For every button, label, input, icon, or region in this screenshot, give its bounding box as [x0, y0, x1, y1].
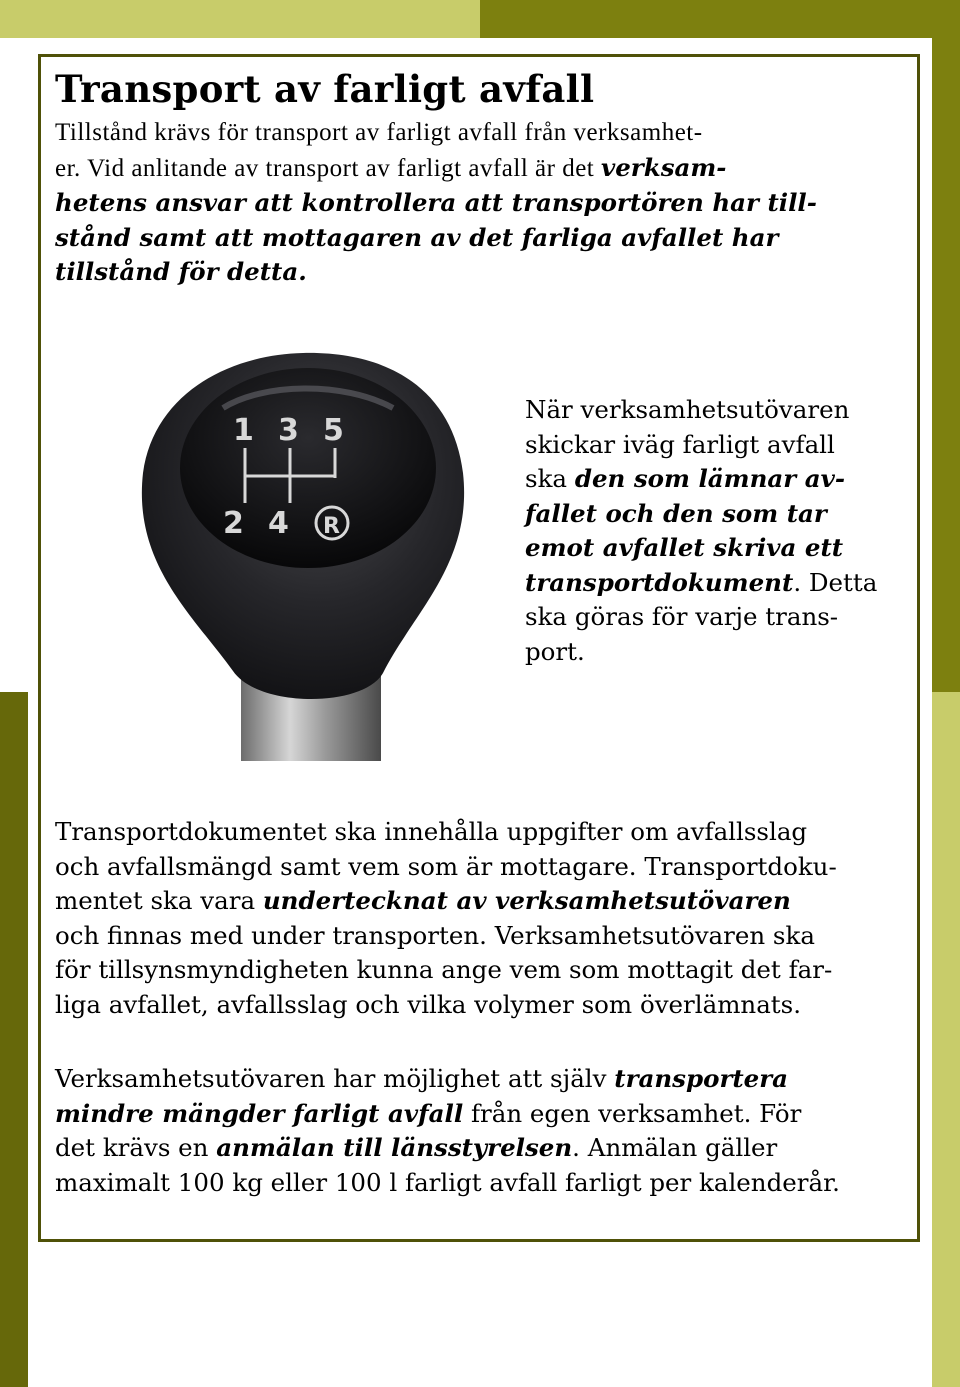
para3-line [55, 1062, 925, 1097]
gear-knob-photo [73, 313, 521, 761]
intro-emphasis-line: tillstånd för detta. [55, 257, 307, 286]
side-text: . Detta [793, 567, 878, 597]
para3-line: maximalt 100 kg eller 100 l farligt avfall farligt per kalenderår. [55, 1167, 840, 1197]
knob-label-r: R [323, 514, 340, 539]
decor-top-right-block [480, 0, 960, 38]
transport-document-paragraph [55, 815, 925, 1022]
decor-left-lower-block [0, 692, 28, 1387]
side-line [525, 566, 925, 601]
knob-label-2: 2 [223, 506, 244, 541]
side-line: skickar iväg farligt avfall [525, 429, 835, 459]
decor-bottom-strip [28, 1359, 932, 1387]
knob-label-3: 3 [278, 413, 299, 448]
side-emphasis-line: fallet och den som tar [525, 498, 827, 528]
side-emphasis: transportdokument [525, 567, 794, 597]
para3-text: det krävs en [55, 1133, 217, 1162]
para2-line: för tillsynsmyndigheten kunna ange vem som mottagit det far- [55, 955, 833, 984]
side-text: ska [525, 464, 575, 493]
self-transport-paragraph [55, 1062, 925, 1200]
page-title: Transport av farligt avfall [55, 67, 595, 111]
decor-left-upper-block [0, 38, 28, 692]
side-emphasis-line: emot avfallet skriva ett [525, 533, 844, 562]
knob-label-4: 4 [268, 506, 289, 541]
intro-text: er. Vid anlitande av transport av farligt avfall är det [55, 154, 601, 182]
para2-emphasis: undertecknat av verksamhetsutövaren [262, 886, 791, 915]
knob-label-5: 5 [323, 413, 344, 448]
knob-cap-shape [180, 368, 436, 568]
para3-text: från egen verksamhet. För [463, 1098, 802, 1128]
knob-label-1: 1 [233, 413, 254, 448]
gear-knob-image [73, 313, 521, 761]
side-emphasis: den som lämnar av- [574, 464, 845, 493]
para2-text: mentet ska vara [55, 886, 263, 915]
decor-right-upper-block [932, 38, 960, 692]
intro-line [55, 151, 905, 187]
side-line: ska göras för varje trans- [525, 602, 839, 631]
para3-line [55, 1097, 925, 1132]
decor-right-lower-block [932, 692, 960, 1387]
side-line: När verksamhetsutövaren [525, 395, 850, 424]
para2-line [55, 884, 925, 919]
para3-emphasis: transportera [614, 1064, 789, 1093]
para3-text: . Anmälan gäller [572, 1133, 778, 1162]
intro-emphasis: verksam- [600, 152, 727, 182]
decor-top-left-block [0, 0, 480, 38]
para3-line [55, 1131, 925, 1166]
para3-emphasis: anmälan till länsstyrelsen [216, 1133, 573, 1162]
para3-emphasis: mindre mängder farligt avfall [55, 1098, 464, 1128]
intro-line: Tillstånd krävs för transport av farligt avfall från verksamhet- [55, 119, 703, 146]
intro-emphasis-line: stånd samt att mottagaren av det farliga avfallet har [55, 222, 779, 252]
intro-paragraph [55, 116, 905, 290]
para2-line: Transportdokumentet ska innehålla uppgifter om avfallsslag [55, 817, 808, 846]
side-line: port. [525, 636, 585, 666]
intro-emphasis-line: hetens ansvar att kontrollera att transportören har till- [55, 188, 817, 217]
para2-line: och finnas med under transporten. Verksamhetsutövaren ska [55, 920, 815, 950]
para2-line: och avfallsmängd samt vem som är mottagare. Transportdoku- [55, 851, 837, 881]
side-paragraph [525, 393, 925, 669]
para3-text: Verksamhetsutövaren har möjlighet att själv [55, 1064, 615, 1093]
side-line [525, 462, 925, 497]
para2-line: liga avfallet, avfallsslag och vilka volymer som överlämnats. [55, 989, 802, 1019]
